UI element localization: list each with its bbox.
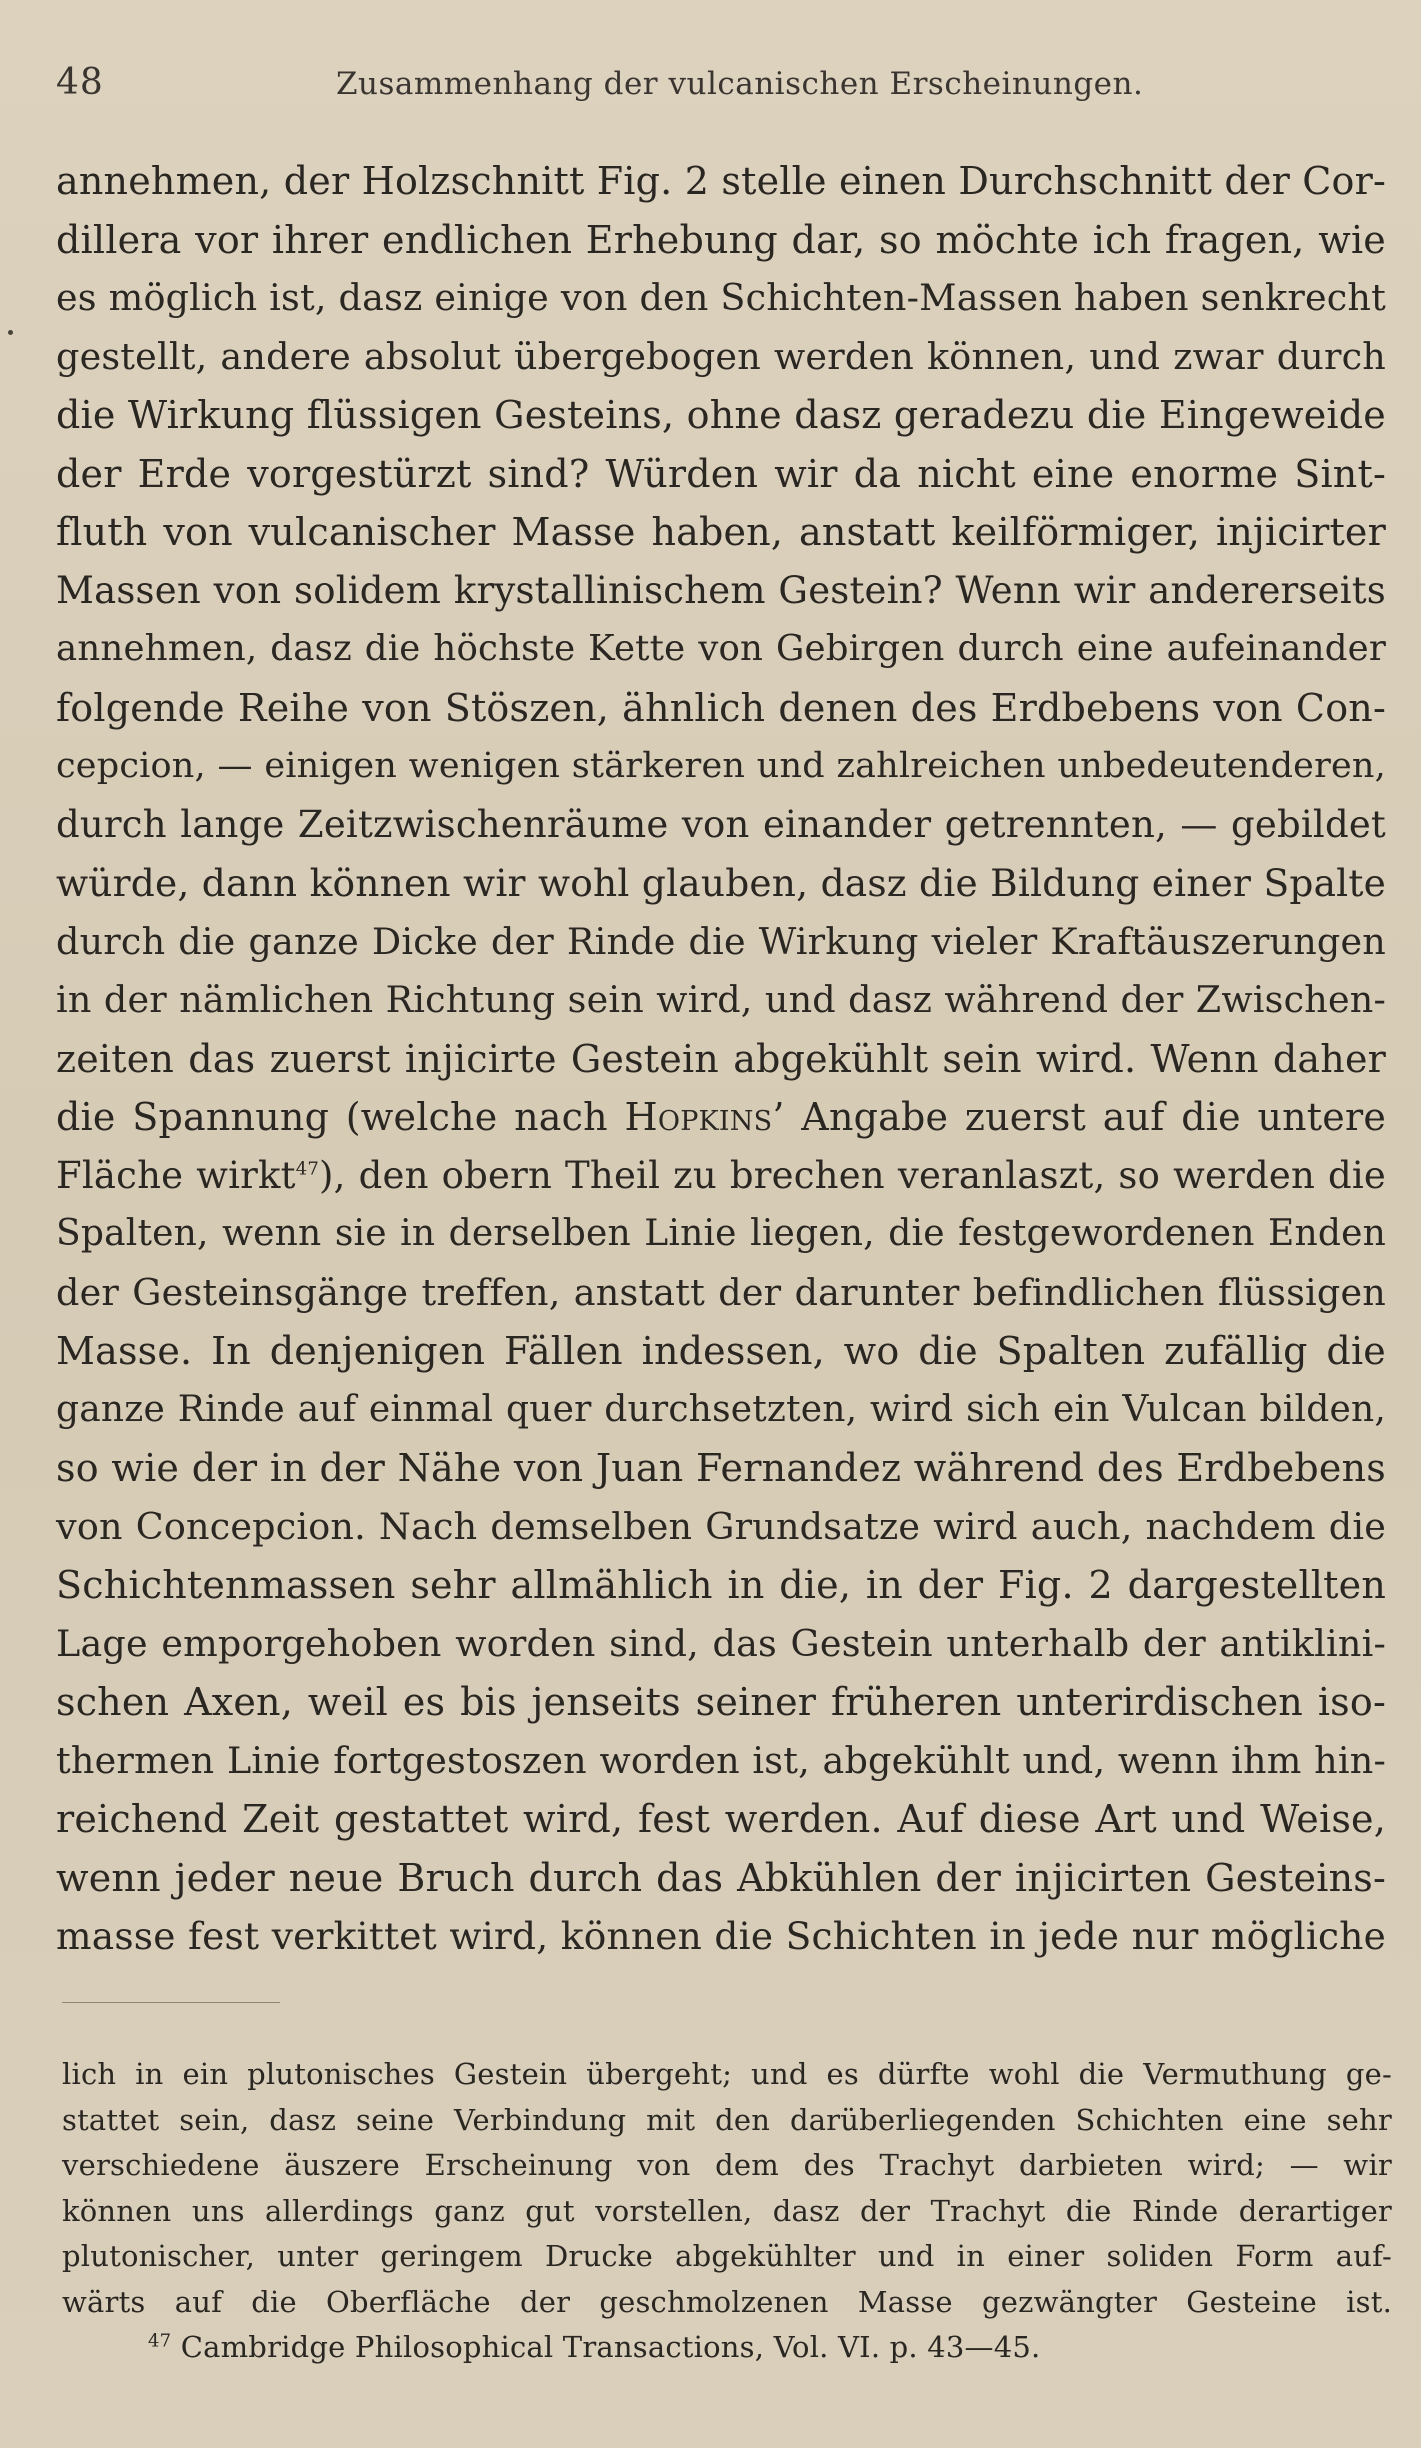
text-segment: ), den obern Theil zu brechen veranlaszt, so werden die <box>319 1153 1387 1197</box>
text-line: fluth von vulcanischer Masse haben, anstatt keilförmiger, injicirter <box>56 510 1386 554</box>
footnote-47 <box>62 2325 1392 2371</box>
footnote-number: 47 <box>148 2330 172 2352</box>
text-line: Masse. In denjenigen Fällen indessen, wo die Spalten zufällig die <box>56 1329 1386 1373</box>
text-line: masse fest verkittet wird, können die Schichten in jede nur mögliche <box>56 1914 1386 1958</box>
text-segment: Fläche wirkt <box>56 1153 296 1197</box>
text-line: Lage emporgehoben worden sind, das Gestein unterhalb der antiklini- <box>56 1621 1386 1665</box>
author-name-hopkins: Hopkins <box>624 1095 773 1139</box>
text-line <box>56 1147 1386 1206</box>
text-segment: die Spannung (welche nach <box>56 1095 608 1139</box>
footnote-line: plutonischer, unter geringem Drucke abgekühlter und in einer soliden Form auf- <box>62 2239 1392 2273</box>
page-number: 48 <box>56 62 104 103</box>
text-line: durch lange Zeitzwischenräume von einander getrennten, — gebildet <box>56 802 1386 846</box>
text-line: Massen von solidem krystallinischem Gestein? Wenn wir andererseits <box>56 568 1386 612</box>
footnote-line: lich in ein plutonisches Gestein übergeht; und es dürfte wohl die Vermuthung ge- <box>62 2057 1392 2091</box>
text-line: folgende Reihe von Stöszen, ähnlich denen des Erdbebens von Con- <box>56 685 1386 730</box>
footnote-reference[interactable]: 47 <box>295 1158 320 1180</box>
text-line: annehmen, der Holzschnitt Fig. 2 stelle einen Durchschnitt der Cor- <box>56 159 1386 203</box>
text-line: durch die ganze Dicke der Rinde die Wirkung vieler Kraftäuszerungen <box>56 919 1386 963</box>
text-line: wenn jeder neue Bruch durch das Abkühlen der injicirten Gesteins- <box>56 1855 1386 1900</box>
text-line: dillera vor ihrer endlichen Erhebung dar, so möchte ich fragen, wie <box>56 217 1386 262</box>
footnote-line: wärts auf die Oberfläche der geschmolzenen Masse gezwängter Gesteine ist. <box>62 2284 1392 2319</box>
text-line: der Gesteinsgänge treffen, anstatt der darunter befindlichen flüssigen <box>56 1270 1386 1314</box>
text-line: es möglich ist, dasz einige von den Schichten-Massen haben senkrecht <box>56 276 1386 319</box>
text-line: ganze Rinde auf einmal quer durchsetzten, wird sich ein Vulcan bilden, <box>56 1388 1386 1430</box>
text-line: reichend Zeit gestattet wird, fest werden. Auf diese Art und Weise, <box>56 1797 1386 1841</box>
footnotes <box>62 2052 1392 2371</box>
footnote-line: verschiedene äuszere Erscheinung von dem des Trachyt darbieten wird; — wir <box>62 2148 1392 2182</box>
text-line <box>56 1088 1386 1147</box>
text-line: gestellt, andere absolut übergebogen werden können, und zwar durch <box>56 334 1386 378</box>
text-line: Schichtenmassen sehr allmählich in die, in der Fig. 2 dargestellten <box>56 1563 1386 1607</box>
text-line: annehmen, dasz die höchste Kette von Gebirgen durch eine aufeinander <box>56 628 1386 669</box>
text-line: in der nämlichen Richtung sein wird, und dasz während der Zwischen- <box>56 978 1386 1021</box>
text-line: von Concepcion. Nach demselben Grundsatze wird auch, nachdem die <box>56 1504 1386 1548</box>
running-head: Zusammenhang der vulcanischen Erscheinungen. <box>336 66 1144 102</box>
footnote-line: können uns allerdings ganz gut vorstellen, dasz der Trachyt die Rinde derartiger <box>62 2193 1392 2228</box>
margin-speck <box>8 330 13 335</box>
text-line: würde, dann können wir wohl glauben, dasz die Bildung einer Spalte <box>56 861 1386 905</box>
page-header <box>56 62 1376 112</box>
footnote-separator <box>62 2002 280 2003</box>
footnote-text: Cambridge Philosophical Transactions, Vol. VI. p. 43—45. <box>171 2330 1041 2364</box>
text-segment: ’ Angabe zuerst auf die untere <box>772 1095 1387 1139</box>
text-line: zeiten das zuerst injicirte Gestein abgekühlt sein wird. Wenn daher <box>56 1036 1386 1081</box>
text-line: thermen Linie fortgestoszen worden ist, abgekühlt und, wenn ihm hin- <box>56 1738 1386 1782</box>
text-line: Spalten, wenn sie in derselben Linie liegen, die festgewordenen Enden <box>56 1213 1386 1254</box>
footnote-line: stattet sein, dasz seine Verbindung mit den darüberliegenden Schichten eine sehr <box>62 2102 1392 2137</box>
text-line: die Wirkung flüssigen Gesteins, ohne dasz geradezu die Eingeweide <box>56 393 1386 437</box>
text-line: cepcion, — einigen wenigen stärkeren und zahlreichen unbedeutenderen, <box>56 746 1386 786</box>
text-line: so wie der in der Nähe von Juan Fernandez während des Erdbebens <box>56 1446 1386 1490</box>
body-text <box>56 152 1386 1966</box>
text-line: schen Axen, weil es bis jenseits seiner früheren unterirdischen iso- <box>56 1680 1386 1724</box>
text-line: der Erde vorgestürzt sind? Würden wir da nicht eine enorme Sint- <box>56 451 1386 496</box>
